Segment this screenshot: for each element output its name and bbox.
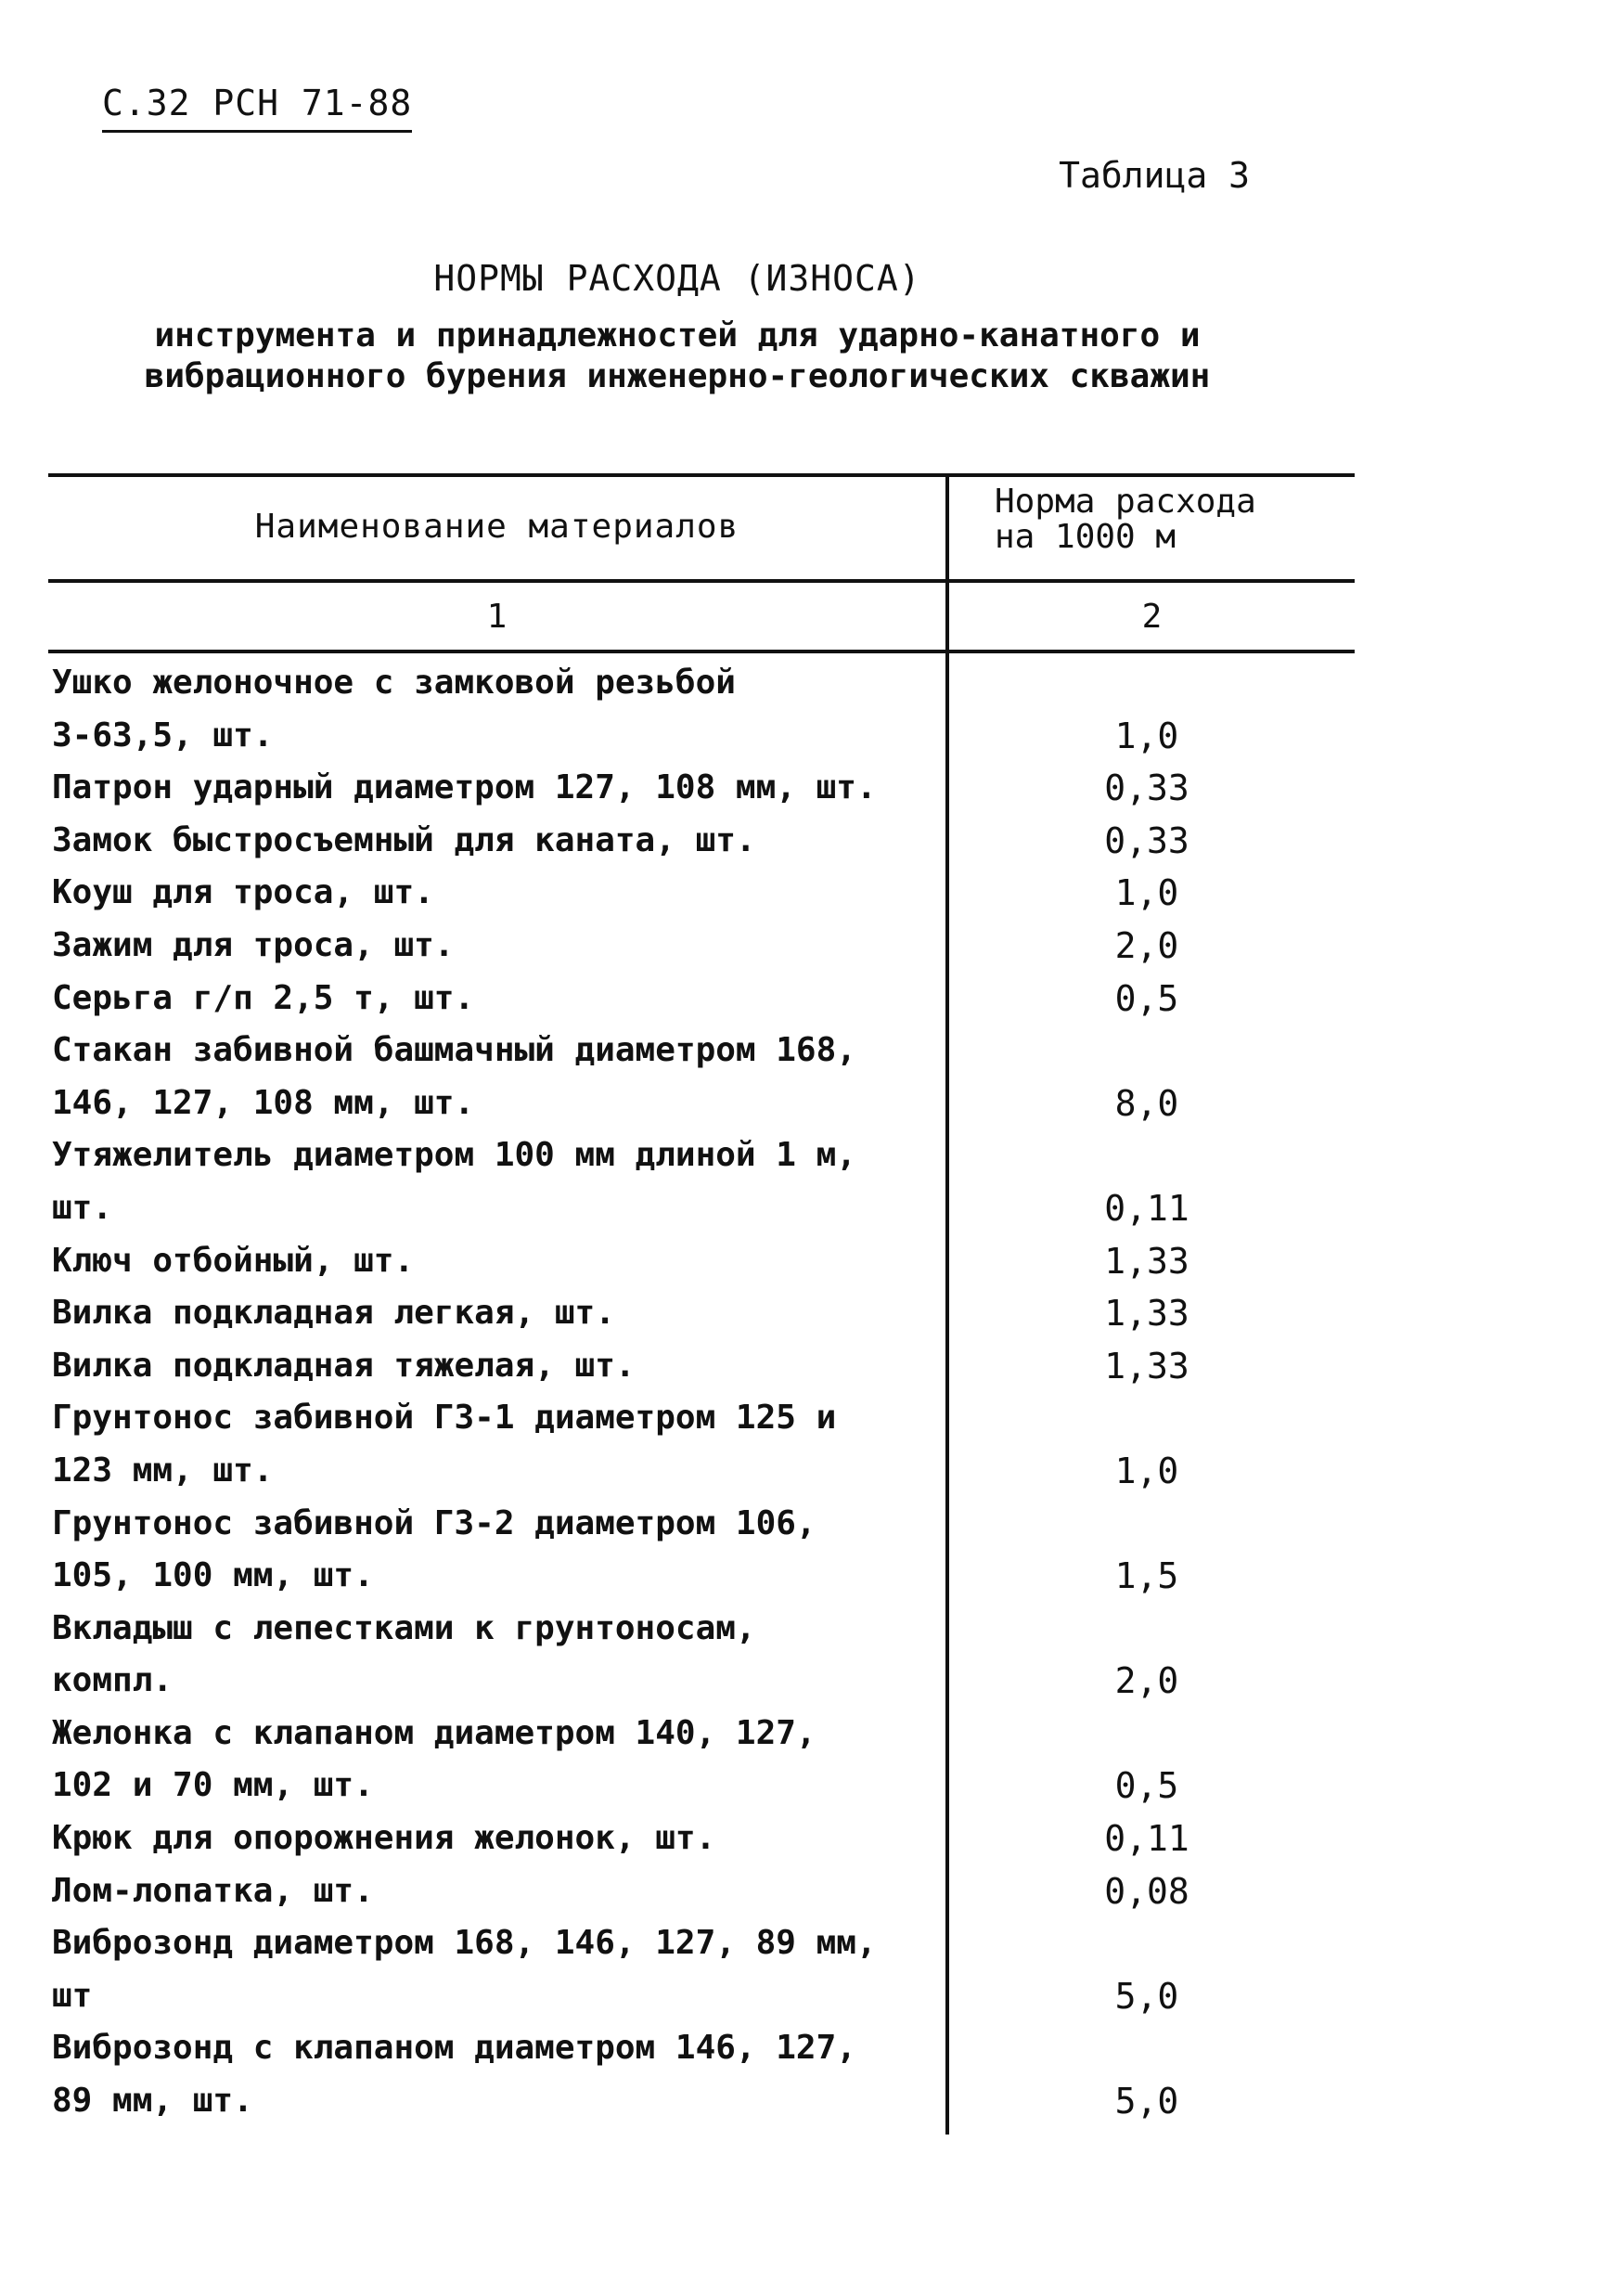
consumption-norm-value: 2,0 <box>1114 924 1179 966</box>
material-name: Лом-лопатка, шт. <box>52 1871 374 1910</box>
material-name: Зажим для троса, шт. <box>52 925 455 964</box>
material-name: Грунтонос забивной ГЗ-2 диаметром 106, 105, 100 мм, шт. <box>52 1503 816 1595</box>
consumption-norm-value: 1,33 <box>1104 1345 1189 1387</box>
consumption-norm-value: 1,5 <box>1114 1555 1179 1597</box>
table-row <box>48 815 1355 868</box>
consumption-norm-value: 0,08 <box>1104 1870 1189 1912</box>
subtitle-line-1: инструмента и принадлежностей для ударно-канатного и <box>154 316 1201 355</box>
table-row <box>48 2022 1355 2127</box>
title-block <box>0 258 1355 397</box>
table-row <box>48 1812 1355 1865</box>
column-header-name: Наименование материалов <box>254 507 739 546</box>
material-name: Вилка подкладная легкая, шт. <box>52 1294 615 1333</box>
consumption-norm-value: 0,5 <box>1114 977 1179 1019</box>
table-row <box>48 1392 1355 1497</box>
material-name: Коуш для троса, шт. <box>52 873 434 912</box>
material-name: Ушко желоночное с замковой резьбой 3-63,5, шт. <box>52 664 736 755</box>
material-name: Утяжелитель диаметром 100 мм длиной 1 м, шт. <box>52 1136 856 1227</box>
table-row <box>48 657 1355 762</box>
consumption-norm-value: 5,0 <box>1114 1975 1179 2017</box>
column-number-2: 2 <box>1141 597 1163 636</box>
consumption-norm-value: 8,0 <box>1114 1082 1179 1124</box>
table-row <box>48 1287 1355 1340</box>
material-name: Вилка подкладная тяжелая, шт. <box>52 1346 636 1385</box>
table-row <box>48 1025 1355 1129</box>
column-number-rule <box>48 650 1355 653</box>
table-body <box>48 657 1355 2128</box>
material-name: Серьга г/п 2,5 т, шт. <box>52 978 475 1017</box>
consumption-norm-value: 1,0 <box>1114 872 1179 914</box>
consumption-norm-value: 0,11 <box>1104 1187 1189 1229</box>
table-row <box>48 1340 1355 1393</box>
material-name: Желонка с клапаном диаметром 140, 127, 102 и 70 мм, шт. <box>52 1713 816 1805</box>
table-row <box>48 1498 1355 1603</box>
table-row <box>48 920 1355 973</box>
material-name: Замок быстросъемный для каната, шт. <box>52 820 756 859</box>
consumption-norm-value: 0,33 <box>1104 767 1189 809</box>
material-name: Патрон ударный диаметром 127, 108 мм, шт. <box>52 768 877 807</box>
table-number-label: Таблица 3 <box>1059 155 1250 196</box>
material-name: Грунтонос забивной ГЗ-1 диаметром 125 и 123 мм, шт. <box>52 1399 837 1490</box>
table-row <box>48 1603 1355 1708</box>
consumption-norm-value: 0,5 <box>1114 1765 1179 1807</box>
table-row <box>48 867 1355 920</box>
material-name: Стакан забивной башмачный диаметром 168, 146, 127, 108 мм, шт. <box>52 1031 856 1122</box>
table-row <box>48 973 1355 1025</box>
material-name: Виброзонд с клапаном диаметром 146, 127, 89 мм, шт. <box>52 2029 856 2121</box>
table-row <box>48 1917 1355 2022</box>
consumption-norm-value: 0,11 <box>1104 1818 1189 1860</box>
material-name: Виброзонд диаметром 168, 146, 127, 89 мм, шт <box>52 1924 877 2015</box>
consumption-norm-value: 1,0 <box>1114 1450 1179 1491</box>
table-row <box>48 1708 1355 1812</box>
table-subtitle <box>0 316 1355 397</box>
material-name: Крюк для опорожнения желонок, шт. <box>52 1819 716 1858</box>
consumption-norm-value: 1,33 <box>1104 1240 1189 1282</box>
consumption-norm-value: 0,33 <box>1104 819 1189 861</box>
material-name: Ключ отбойный, шт. <box>52 1241 415 1280</box>
document-reference: С.32 РСН 71-88 <box>102 85 412 133</box>
subtitle-line-2: вибрационного бурения инженерно-геологических скважин <box>144 356 1211 395</box>
consumption-norm-value: 5,0 <box>1114 2081 1179 2122</box>
table-row <box>48 1235 1355 1288</box>
material-name: Вкладыш с лепестками к грунтоносам, компл. <box>52 1608 756 1700</box>
consumption-norm-value: 1,0 <box>1114 715 1179 756</box>
table-title: НОРМЫ РАСХОДА (ИЗНОСА) <box>433 258 921 299</box>
consumption-norm-value: 1,33 <box>1104 1293 1189 1335</box>
table-row <box>48 762 1355 815</box>
column-number-1: 1 <box>486 597 508 636</box>
table-row <box>48 1129 1355 1234</box>
column-header-norm: Норма расхода на 1000 м <box>995 483 1256 556</box>
consumption-norm-value: 2,0 <box>1114 1660 1179 1702</box>
table-row <box>48 1865 1355 1918</box>
